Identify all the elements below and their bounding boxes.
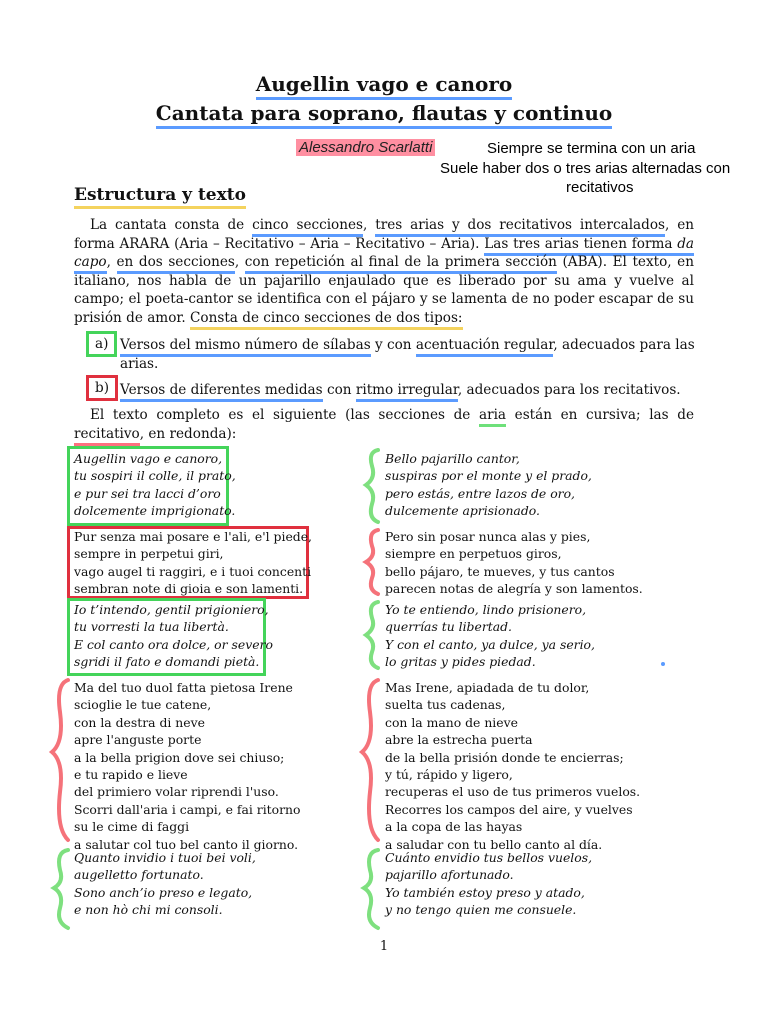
brace-stanza-3-spanish <box>366 602 378 668</box>
page-number: 1 <box>379 939 389 954</box>
brace-stanza-5-italian <box>54 850 68 928</box>
stanza-2-spanish: Pero sin posar nunca alas y pies, siempre en perpetuos giros, bello pájaro, te mueves, y tus cantos parecen notas de alegría y son lamentos. <box>385 529 643 597</box>
stanza-1-italian: Augellin vago e canoro, tu sospiri il colle, il prato, e pur sei tra lacci d’oro dolcemente imprigionato. <box>74 451 236 519</box>
stanza-3-spanish: Yo te entiendo, lindo prisionero, querrías tu libertad. Y con el canto, ya dulce, ya serio, lo gritas y pides piedad. <box>385 602 595 670</box>
title-line-2: Cantata para soprano, flautas y continuo <box>0 101 768 125</box>
item-a-label: a) <box>86 331 117 357</box>
stanza-4-italian: Ma del tuo duol fatta pietosa Irene scioglie le tue catene, con la destra di neve apre l'anguste porte a la bella prigion dove sei chiuso; e tu rapido e lieve del primiero volar riprendi l'uso. Scorri dall'aria i campi, e fai ritorno su le cime di faggi a salutar col tuo bel canto il giorno. <box>74 680 301 852</box>
brace-stanza-5-spanish <box>364 850 378 928</box>
brace-stanza-4-spanish <box>362 680 378 840</box>
stanza-1-spanish: Bello pajarillo cantor, suspiras por el monte y el prado, pero estás, entre lazos de oro, dulcemente aprisionado. <box>385 451 592 519</box>
item-b-text: Versos de diferentes medidas con ritmo irregular, adecuados para los recitativos. <box>120 381 696 400</box>
stanza-5-spanish: Cuánto envidio tus bellos vuelos, pajarillo afortunado. Yo también estoy preso y atado, y no tengo quien me consuele. <box>385 850 593 918</box>
item-b-label: b) <box>86 375 118 401</box>
item-a-text: Versos del mismo número de sílabas y con acentuación regular, adecuados para las arias. <box>120 337 695 372</box>
brace-stanza-4-italian <box>52 680 68 840</box>
note-line-2: Suele haber dos o tres arias alternadas con <box>440 160 731 177</box>
stanza-4-spanish: Mas Irene, apiadada de tu dolor, suelta tus cadenas, con la mano de nieve abre la estrecha puerta de la bella prisión donde te encierras; y tú, rápido y ligero, recuperas el uso de tus primeros vuelos. Recorres los campos del aire, y vuelves a la copa de las hayas a saludar con tu bello canto al día. <box>385 680 641 852</box>
brace-stanza-1-spanish <box>366 450 378 522</box>
section-heading: Estructura y texto <box>74 185 246 205</box>
text-intro-paragraph: El texto completo es el siguiente (las secciones de aria están en cursiva; las de recitativo, en redonda): <box>74 406 694 443</box>
stanza-3-italian: Io t’intendo, gentil prigioniero, tu vorresti la tua libertà. E col canto ora dolce, or severo sgridi il fato e domandi pietà. <box>74 602 273 670</box>
stanza-5-italian: Quanto invidio i tuoi bei voli, augelletto fortunato. Sono anch’io preso e legato, e non hò chi mi consoli. <box>74 850 256 918</box>
intro-paragraph: La cantata consta de cinco secciones, tres arias y dos recitativos intercalados, en forma ARARA (Aria – Recitativo – Aria – Recitativo – Aria). Las tres arias tienen forma da capo, en dos secciones, con repetición al final de la primera sección (ABA). El texto, en italiano, nos habla de un pajarillo enjaulado que es liberado por su ama y vuelve al campo; el poeta-cantor se identifica con el pájaro y se lamenta de no poder escapar de su prisión de amor. Consta de cinco secciones de dos tipos: <box>74 216 694 328</box>
brace-stanza-2-spanish <box>366 530 378 594</box>
note-line-3: recitativos <box>566 179 634 196</box>
stray-dot <box>661 662 665 666</box>
author: Alessandro Scarlatti <box>296 139 435 156</box>
note-line-1: Siempre se termina con un aria <box>487 140 696 157</box>
stanza-2-italian: Pur senza mai posare e l'ali, e'l piede, sempre in perpetui giri, vago augel ti raggiri, e i tuoi concenti sembran note di gioia e son lamenti. <box>74 529 312 597</box>
title-line-1: Augellin vago e canoro <box>0 72 768 96</box>
